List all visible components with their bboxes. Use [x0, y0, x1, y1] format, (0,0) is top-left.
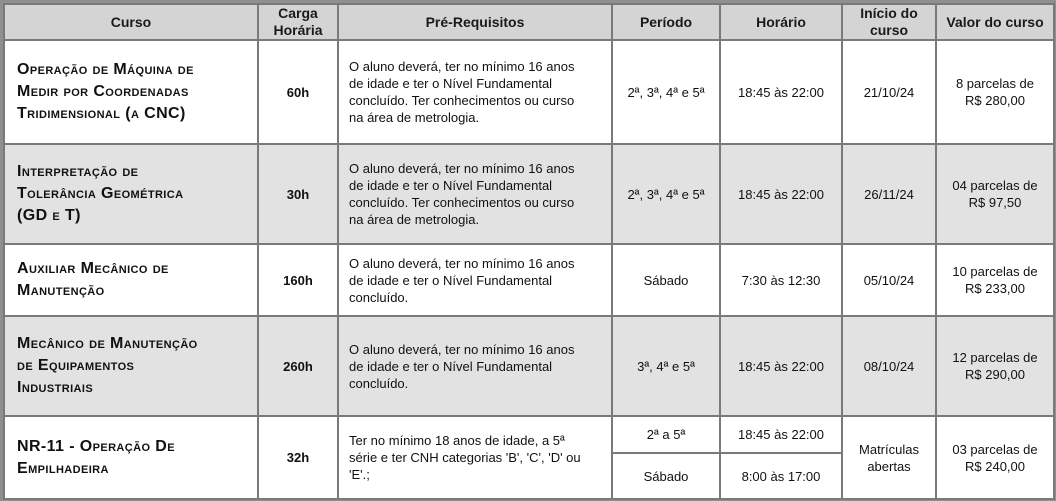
course-start-date: Matrículas abertas: [842, 416, 936, 499]
course-hours: 160h: [258, 244, 338, 316]
course-schedule: 18:45 às 22:00: [720, 40, 842, 144]
course-name: Operação de Máquina de Medir por Coordenadas Tridimensional (a CNC): [4, 40, 258, 144]
course-prerequisites: O aluno deverá, ter no mínimo 16 anos de idade e ter o Nível Fundamental concluído.: [338, 316, 612, 416]
course-schedule: 7:30 às 12:30: [720, 244, 842, 316]
header-pre-requisitos: Pré-Requisitos: [338, 4, 612, 40]
course-start-date: 08/10/24: [842, 316, 936, 416]
course-name: Auxiliar Mecânico de Manutenção: [4, 244, 258, 316]
course-name: NR-11 - Operação De Empilhadeira: [4, 416, 258, 499]
header-carga: Carga Horária: [258, 4, 338, 40]
course-period: 2ª, 3ª, 4ª e 5ª: [612, 144, 720, 244]
course-start-date: 26/11/24: [842, 144, 936, 244]
course-period: 3ª, 4ª e 5ª: [612, 316, 720, 416]
course-name: Mecânico de Manutenção de Equipamentos Industriais: [4, 316, 258, 416]
table-row: [4, 144, 1054, 244]
course-schedule: 18:45 às 22:00: [720, 416, 842, 453]
course-prerequisites: O aluno deverá, ter no mínimo 16 anos de idade e ter o Nível Fundamental concluído. Ter conhecimentos ou curso na área de metrologia.: [338, 144, 612, 244]
course-period: 2ª, 3ª, 4ª e 5ª: [612, 40, 720, 144]
course-prerequisites: O aluno deverá, ter no mínimo 16 anos de idade e ter o Nível Fundamental concluído.: [338, 244, 612, 316]
course-prerequisites: O aluno deverá, ter no mínimo 16 anos de idade e ter o Nível Fundamental concluído. Ter conhecimentos ou curso na área de metrologia.: [338, 40, 612, 144]
course-hours: 260h: [258, 316, 338, 416]
course-hours: 32h: [258, 416, 338, 499]
course-schedule: 18:45 às 22:00: [720, 144, 842, 244]
course-prerequisites: Ter no mínimo 18 anos de idade, a 5ª série e ter CNH categorias 'B', 'C', 'D' ou 'E'.;: [338, 416, 612, 499]
course-start-date: 21/10/24: [842, 40, 936, 144]
table-row: [4, 40, 1054, 144]
course-period: Sábado: [612, 244, 720, 316]
course-period: 2ª a 5ª: [612, 416, 720, 453]
course-schedule: 18:45 às 22:00: [720, 316, 842, 416]
course-start-date: 05/10/24: [842, 244, 936, 316]
header-horario: Horário: [720, 4, 842, 40]
course-hours: 60h: [258, 40, 338, 144]
course-table: [3, 3, 1055, 500]
course-hours: 30h: [258, 144, 338, 244]
header-valor: Valor do curso: [936, 4, 1054, 40]
course-name: Interpretação de Tolerância Geométrica (GD e T): [4, 144, 258, 244]
table-row: [4, 316, 1054, 416]
header-periodo: Período: [612, 4, 720, 40]
course-price: 03 parcelas de R$ 240,00: [936, 416, 1054, 499]
header-curso: Curso: [4, 4, 258, 40]
table-row: [4, 244, 1054, 316]
table-row: [4, 416, 1054, 453]
course-price: 12 parcelas de R$ 290,00: [936, 316, 1054, 416]
header-row: [4, 4, 1054, 40]
course-price: 10 parcelas de R$ 233,00: [936, 244, 1054, 316]
course-period: Sábado: [612, 453, 720, 499]
header-inicio: Início do curso: [842, 4, 936, 40]
course-price: 8 parcelas de R$ 280,00: [936, 40, 1054, 144]
course-schedule: 8:00 às 17:00: [720, 453, 842, 499]
course-price: 04 parcelas de R$ 97,50: [936, 144, 1054, 244]
